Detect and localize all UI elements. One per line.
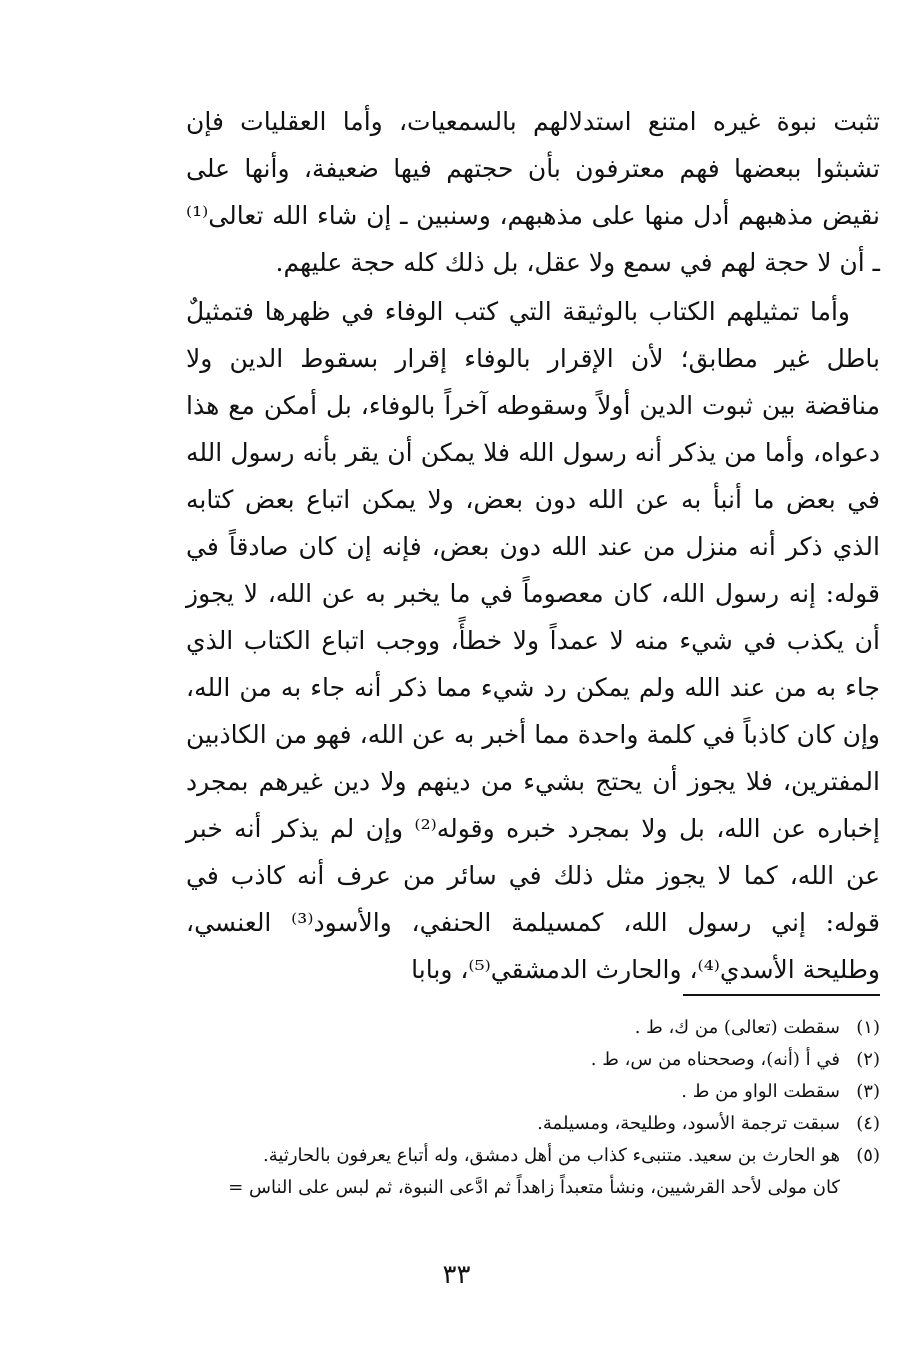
footnote-2 [160,1044,880,1076]
footnote-text: في أ (أنه)، وصححناه من س، ط . [590,1049,840,1070]
footnote-number: (٢) [856,1049,880,1070]
footnote-5 [160,1140,880,1204]
footnote-number: (١) [856,1017,880,1038]
paragraph-2: وأما تمثيلهم الكتاب بالوثيقة التي كتب الوفاء في ظهرها فتمثيلٌ باطل غير مطابق؛ لأن الإقرار بالوفاء إقرار بسقوط الدين ولا مناقضة بين ثبوت الدين أولاً وسقوطه آخراً بالوفاء، بل أمكن مع هذا دعواه، وأما من يذكر أنه رسول الله فلا يمكن أن يقر بأنه رسول الله في بعض ما أنبأ به عن الله دون بعض، ولا يمكن اتباع بعض كتابه الذي ذكر أنه منزل من عند الله دون بعض، فإنه إن كان صادقاً في قوله: إنه رسول الله، كان معصوماً في ما يخبر به عن الله، لا يجوز أن يكذب في شيء منه لا عمداً ولا خطأً، ووجب اتباع الكتاب الذي جاء به من عند الله ولم يمكن رد شيء مما ذكر أنه جاء به من الله، وإن كان كاذباً في كلمة واحدة مما أخبر به عن الله، فهو من الكاذبين المفترين، فلا يجوز أن يحتج بشيء من دينهم ولا دين غيرهم بمجرد إخباره عن الله، بل ولا بمجرد خبره وقوله⁽²⁾ وإن لم يذكر أنه خبر عن الله، كما لا يجوز مثل ذلك في سائر من عرف أنه كاذب في قوله: إني رسول الله، كمسيلمة الحنفي، والأسود⁽³⁾ العنسي، وطليحة الأسدي⁽⁴⁾، والحارث الدمشقي⁽⁵⁾، وبابا [186,297,880,984]
footnote-3 [160,1076,880,1108]
footnote-text: هو الحارث بن سعيد. متنبىء كذاب من أهل دمشق، وله أتباع يعرفون بالحارثية. [263,1145,840,1166]
footnote-1 [160,1012,880,1044]
footnote-4 [160,1108,880,1140]
footnote-number: (٥) [856,1145,880,1166]
footnote-separator [683,994,880,996]
footnote-text-block [160,1140,840,1204]
main-text [186,98,880,993]
footnote-number: (٤) [856,1113,880,1134]
footnote-text: سقطت (تعالى) من ك، ط . [634,1017,840,1038]
footnotes [160,1012,880,1204]
paragraph-1: تثبت نبوة غيره امتنع استدلالهم بالسمعيات، وأما العقليات فإن تشبثوا ببعضها فهم معترفون بأن حجتهم فيها ضعيفة، وأنها على نقيض مذهبهم أدل منها على مذهبهم، وسنبين ـ إن شاء الله تعالى⁽¹⁾ ـ أن لا حجة لهم في سمع ولا عقل، بل ذلك كله حجة عليهم. [186,107,880,277]
footnote-text: سقطت الواو من ط . [681,1081,840,1102]
footnote-text: سبقت ترجمة الأسود، وطليحة، ومسيلمة. [537,1113,840,1134]
page-number: ٣٣ [442,1260,471,1290]
footnote-continuation: كان مولى لأحد القرشيين، ونشأ متعبداً زاهداً ثم ادَّعى النبوة، ثم لبس على الناس = [228,1177,840,1198]
footnote-number: (٣) [856,1081,880,1102]
